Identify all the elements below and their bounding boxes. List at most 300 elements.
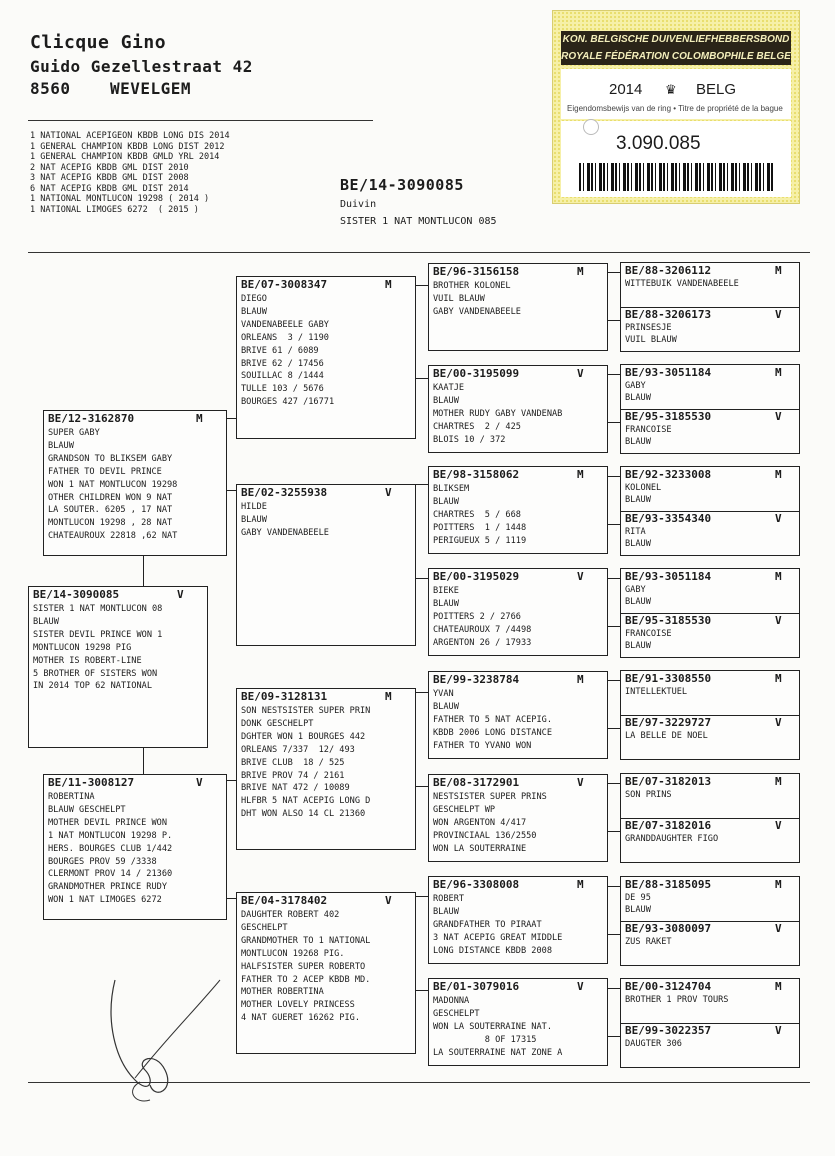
detail-line: FATHER TO YVANO WON [433,740,532,751]
pigeon-pair-card [620,773,800,863]
certificate-year-panel [561,69,791,119]
pigeon-card [428,774,608,862]
detail-line: SOUILLAC 8 /1444 [241,371,324,382]
connector-line [143,748,144,774]
pigeon-card [28,586,208,748]
pigeon-details [625,628,672,652]
detail-line: LA SOUTER. 6205 , 17 NAT [48,505,173,516]
ring-number: BE/01-3079016 [433,980,520,993]
connector-line [608,680,620,681]
achievement-line: 1 NATIONAL MONTLUCON 19298 ( 2014 ) [30,194,210,204]
owner-name: Clicque Gino [30,32,167,53]
detail-line: LA SOUTERRAINE NAT ZONE A [433,1047,563,1058]
achievement-line: 1 NATIONAL LIMOGES 6272 ( 2015 ) [30,204,199,215]
pigeon-details [625,584,651,608]
ring-number: BE/09-3128131 [241,690,328,703]
pigeon-details [241,293,334,409]
pigeon-details [625,994,728,1006]
pigeon-details [433,483,526,548]
detail-line: CHATEAUROUX 22818 ,62 NAT [48,531,178,542]
pair-divider [621,1023,799,1024]
ring-number: BE/07-3182016 [625,819,712,832]
pigeon-details [433,382,562,447]
detail-line: BLOIS 10 / 372 [433,434,506,445]
connector-line [416,990,428,991]
subject-note: SISTER 1 NAT MONTLUCON 085 [340,216,497,227]
detail-line: GESCHELPT [241,922,288,933]
sex-marker: M [775,878,782,891]
detail-line: BRIVE PROV 74 / 2161 [241,770,345,781]
detail-line: IN 2014 TOP 62 NATIONAL [33,681,152,692]
pigeon-details [433,791,547,856]
detail-line: ZUS RAKET [625,937,672,947]
ring-number: BE/96-3156158 [433,265,520,278]
pair-divider [621,613,799,614]
pigeon-details [625,789,672,801]
pigeon-card [428,263,608,351]
detail-line: MOTHER ROBERTINA [241,987,324,998]
connector-line [608,728,620,729]
pair-divider [621,921,799,922]
detail-line: FRANCOISE [625,629,672,639]
detail-line: LA BELLE DE NOEL [625,731,708,741]
pigeon-card [428,978,608,1066]
detail-line: 5 BROTHER OF SISTERS WON [33,668,158,679]
ring-number: BE/08-3172901 [433,776,520,789]
barcode [579,163,774,191]
detail-line: BLAUW [433,395,459,406]
certificate-number: 3.090.085 [616,133,701,154]
crown-icon: ♛ [666,79,676,98]
detail-line: BLAUW [625,597,651,607]
pair-divider [621,818,799,819]
connector-line [608,476,620,477]
achievement-line: 3 NAT ACEPIG KBDB GML DIST 2008 [30,173,189,183]
detail-line: MADONNA [433,996,470,1006]
sex-marker: M [775,366,782,379]
sex-marker: V [577,367,584,380]
detail-line: FATHER TO DEVIL PRINCE [48,466,162,477]
pigeon-card [428,671,608,759]
achievements-list [30,131,230,215]
sex-marker: V [775,614,782,627]
sex-marker: M [385,690,392,703]
pigeon-details [48,427,177,543]
detail-line: GESCHELPT [433,1008,480,1019]
ring-number: BE/88-3206112 [625,264,712,277]
connector-line [227,898,236,899]
sex-marker: V [385,486,392,499]
pigeon-details [625,892,651,916]
detail-line: POITTERS 1 / 1448 [433,522,527,533]
detail-line: BLAUW [241,514,267,525]
detail-line: BRIVE NAT 472 / 10089 [241,783,350,794]
detail-line: 4 NAT GUERET 16262 PIG. [241,1013,360,1024]
pigeon-details [48,791,172,907]
detail-line: BLAUW [433,598,459,609]
detail-line: LONG DISTANCE KBDB 2008 [433,945,552,956]
ring-number: BE/91-3308550 [625,672,712,685]
detail-line: BOURGES PROV 59 /3338 [48,856,157,867]
detail-line: WON LA SOUTERRAINE [433,843,527,854]
detail-line: MOTHER IS ROBERT-LINE [33,655,142,666]
ring-number: BE/00-3195029 [433,570,520,583]
ring-number: BE/95-3185530 [625,614,712,627]
sex-marker: V [775,410,782,423]
detail-line: GABY [625,381,646,391]
ring-certificate [552,10,800,204]
detail-line: GESCHELPT WP [433,804,496,815]
pigeon-pair-card [620,876,800,966]
sex-marker: V [577,776,584,789]
detail-line: BLAUW [433,496,459,507]
connector-line [227,418,236,419]
detail-line: PERIGUEUX 5 / 1119 [433,535,527,546]
connector-line [143,556,144,586]
detail-line: BLAUW [625,539,651,549]
ring-number: BE/93-3080097 [625,922,712,935]
ring-number: BE/99-3022357 [625,1024,712,1037]
pigeon-card [43,410,227,556]
detail-line: HLFBR 5 NAT ACEPIG LONG D [241,796,371,807]
pigeon-details [625,278,739,290]
pigeon-details [433,893,562,958]
detail-line: WON 1 NAT MONTLUCON 19298 [48,479,178,490]
certificate-org-flemish: KON. BELGISCHE DUIVENLIEFHEBBERSBOND [561,31,791,48]
ring-number: BE/88-3206173 [625,308,712,321]
header-rule [28,120,373,121]
detail-line: VUIL BLAUW [625,335,677,345]
pigeon-card [236,892,416,1054]
sex-marker: M [577,265,584,278]
ring-number: BE/97-3229727 [625,716,712,729]
sex-marker: V [385,894,392,907]
pair-divider [621,307,799,308]
achievement-line: 6 NAT ACEPIG KBDB GML DIST 2014 [30,183,189,194]
pigeon-details [625,936,672,948]
detail-line: DAUGTER 306 [625,1039,682,1049]
ring-number: BE/07-3182013 [625,775,712,788]
detail-line: GABY VANDENABEELE [433,306,521,317]
pigeon-details [625,380,651,404]
pigeon-pair-card [620,364,800,454]
sex-marker: M [775,264,782,277]
ring-number: BE/99-3238784 [433,673,520,686]
subject-ring: BE/14-3090085 [340,176,464,194]
connector-line [608,578,620,579]
ring-number: BE/07-3008347 [241,278,328,291]
detail-line: BLAUW [433,906,459,917]
detail-line: BRIVE CLUB 18 / 525 [241,757,345,768]
detail-line: BLAUW [625,437,651,447]
pigeon-details [433,995,562,1060]
connector-line [608,374,620,375]
owner-city: WEVELGEM [110,79,192,98]
detail-line: MONTLUCON 19298 , 28 NAT [48,518,173,529]
achievement-line: 2 NAT ACEPIG KBDB GML DIST 2010 [30,162,189,173]
detail-line: GABY [625,585,646,595]
owner-postcode: 8560 [30,79,71,98]
connector-line [608,783,620,784]
detail-line: 1 NAT MONTLUCON 19298 P. [48,830,173,841]
pigeon-card [428,568,608,656]
detail-line: BLAUW [241,306,267,317]
ring-number: BE/00-3195099 [433,367,520,380]
detail-line: BRIVE 62 / 17456 [241,358,324,369]
pigeon-card [428,365,608,453]
detail-line: SISTER DEVIL PRINCE WON 1 [33,629,163,640]
pigeon-details [625,686,687,698]
ring-number: BE/95-3185530 [625,410,712,423]
detail-line: BLAUW [625,393,651,403]
pigeon-details [625,482,661,506]
detail-line: CHATEAUROUX 7 /4498 [433,624,532,635]
connector-line [227,490,236,491]
sex-marker: M [577,878,584,891]
connector-line [608,422,620,423]
ring-number: BE/92-3233008 [625,468,712,481]
detail-line: 3 NAT ACEPIG GREAT MIDDLE [433,932,563,943]
detail-line: ORLEANS 3 / 1190 [241,332,329,343]
connector-line [608,831,620,832]
certificate-country: BELG [696,81,737,98]
detail-line: BLAUW [625,641,651,651]
connector-line [416,786,428,787]
ring-number: BE/14-3090085 [33,588,120,601]
detail-line: MOTHER DEVIL PRINCE WON [48,817,167,828]
ring-number: BE/02-3255938 [241,486,328,499]
pigeon-pair-card [620,466,800,556]
detail-line: SON PRINS [625,790,672,800]
detail-line: BLIKSEM [433,484,470,494]
detail-line: MONTLUCON 19268 PIG. [241,948,345,959]
detail-line: MOTHER RUDY GABY VANDENAB [433,408,563,419]
pigeon-details [433,585,531,650]
certificate-org-french: ROYALE FÉDÉRATION COLOMBOPHILE BELGE [561,48,791,65]
connector-line [416,896,428,897]
certificate-caption: Eigendomsbewijs van de ring • Titre de propriété de la bague [567,104,783,113]
ring-number: BE/96-3308008 [433,878,520,891]
connector-line [416,484,428,485]
detail-line: BLAUW GESCHELPT [48,804,126,815]
connector-line [608,320,620,321]
pigeon-card [43,774,227,920]
sex-marker: V [177,588,184,601]
connector-line [608,886,620,887]
connector-line [608,988,620,989]
pigeon-pair-card [620,568,800,658]
detail-line: GRANDFATHER TO PIRAAT [433,919,542,930]
connector-line [227,780,236,781]
sex-marker: M [775,468,782,481]
pigeon-details [625,1038,682,1050]
detail-line: ARGENTON 26 / 17933 [433,637,532,648]
detail-line: BOURGES 427 /16771 [241,397,335,408]
sex-marker: M [775,775,782,788]
sex-marker: V [775,1024,782,1037]
detail-line: POITTERS 2 / 2766 [433,611,521,622]
pigeon-details [241,501,329,540]
pigeon-pair-card [620,670,800,760]
certificate-year: 2014 [609,81,643,98]
detail-line: WITTEBUIK VANDENABEELE [625,279,739,289]
pigeon-details [625,833,718,845]
sex-marker: M [577,673,584,686]
detail-line: WON ARGENTON 4/417 [433,817,527,828]
detail-line: BLAUW [33,616,59,627]
connector-line [416,285,428,286]
detail-line: SISTER 1 NAT MONTLUCON 08 [33,604,163,614]
pigeon-card [428,466,608,554]
detail-line: GRANDSON TO BLIKSEM GABY [48,453,173,464]
detail-line: VUIL BLAUW [433,293,485,304]
connector-line [608,934,620,935]
connector-line [416,578,428,579]
sex-marker: M [775,570,782,583]
sex-marker: V [775,819,782,832]
detail-line: GRANDMOTHER TO 1 NATIONAL [241,935,371,946]
sex-marker: M [577,468,584,481]
connector-line [608,524,620,525]
ring-number: BE/98-3158062 [433,468,520,481]
detail-line: HERS. BOURGES CLUB 1/442 [48,843,173,854]
pigeon-details [33,603,162,693]
detail-line: SUPER GABY [48,428,100,438]
detail-line: NESTSISTER SUPER PRINS [433,792,547,802]
detail-line: KBDB 2006 LONG DISTANCE [433,727,552,738]
detail-line: WON LA SOUTERRAINE NAT. [433,1021,552,1032]
pigeon-card [428,876,608,964]
achievement-line: 1 GENERAL CHAMPION KBDB GMLD YRL 2014 [30,152,220,162]
pigeon-pair-card [620,262,800,352]
pigeon-details [625,730,708,742]
sex-marker: V [775,922,782,935]
signature-drawing [95,960,235,1110]
pigeon-pair-card [620,978,800,1068]
detail-line: HALFSISTER SUPER ROBERTO [241,961,366,972]
sex-marker: M [775,672,782,685]
pigeon-card [236,688,416,850]
detail-line: 8 OF 17315 [433,1034,537,1045]
detail-line: CHARTRES 5 / 668 [433,509,521,520]
detail-line: ROBERTINA [48,792,95,802]
detail-line: BRIVE 61 / 6089 [241,345,319,356]
ring-number: BE/12-3162870 [48,412,135,425]
detail-line: BLAUW [625,905,651,915]
detail-line: BLAUW [48,440,74,451]
pigeon-details [625,322,677,346]
detail-line: DAUGHTER ROBERT 402 [241,910,340,920]
detail-line: GABY VANDENABEELE [241,527,329,538]
detail-line: TULLE 103 / 5676 [241,384,324,395]
detail-line: YVAN [433,689,454,699]
detail-line: DE 95 [625,893,651,903]
detail-line: DGHTER WON 1 BOURGES 442 [241,731,366,742]
pigeon-details [241,909,370,1025]
detail-line: BROTHER 1 PROV TOURS [625,995,729,1005]
detail-line: MONTLUCON 19298 PIG [33,642,132,653]
ring-number: BE/11-3008127 [48,776,135,789]
connector-line [608,1036,620,1037]
sex-marker: M [775,980,782,993]
detail-line: DHT WON ALSO 14 CL 21360 [241,809,366,820]
connector-line [608,626,620,627]
detail-line: CHARTRES 2 / 425 [433,421,521,432]
detail-line: INTELLEKTUEL [625,687,688,697]
detail-line: DONK GESCHELPT [241,718,314,729]
sex-marker: V [775,512,782,525]
detail-line: SON NESTSISTER SUPER PRIN [241,706,371,716]
detail-line: ROBERT [433,894,465,904]
ring-number: BE/93-3354340 [625,512,712,525]
sex-marker: V [775,716,782,729]
detail-line: ORLEANS 7/337 12/ 493 [241,744,355,755]
connector-line [608,272,620,273]
detail-line: FATHER TO 2 ACEP KBDB MD. [241,974,371,985]
sex-marker: V [577,980,584,993]
detail-line: KAATJE [433,383,465,393]
punch-hole [583,119,599,135]
pedigree-top-rule [28,252,810,253]
detail-line: KOLONEL [625,483,662,493]
detail-line: PROVINCIAAL 136/2550 [433,830,537,841]
detail-line: BLAUW [433,701,459,712]
detail-line: HILDE [241,502,267,512]
pigeon-details [433,688,552,753]
detail-line: BIEKE [433,586,459,596]
pigeon-details [241,705,370,821]
detail-line: CLERMONT PROV 14 / 21360 [48,869,173,880]
ring-number: BE/04-3178402 [241,894,328,907]
pigeon-details [625,526,651,550]
pair-divider [621,715,799,716]
pigeon-card [236,484,416,646]
detail-line: OTHER CHILDREN WON 9 NAT [48,492,173,503]
detail-line: BROTHER KOLONEL [433,281,511,291]
pigeon-details [433,280,521,319]
pair-divider [621,409,799,410]
sex-marker: V [775,308,782,321]
detail-line: WON 1 NAT LIMOGES 6272 [48,895,162,906]
detail-line: PRINSESJE [625,323,672,333]
pair-divider [621,511,799,512]
achievement-line: 1 NATIONAL ACEPIGEON KBDB LONG DIS 2014 [30,131,230,141]
connector-line [416,692,428,693]
ring-number: BE/93-3051184 [625,570,712,583]
detail-line: MOTHER LOVELY PRINCESS [241,1000,355,1011]
achievement-line: 1 GENERAL CHAMPION KBDB LONG DIST 2012 [30,141,225,152]
sex-marker: M [385,278,392,291]
subject-sex: Duivin [340,199,377,210]
connector-line [416,378,428,379]
detail-line: BLAUW [625,495,651,505]
pigeon-card [236,276,416,439]
detail-line: FRANCOISE [625,425,672,435]
detail-line: DIEGO [241,294,267,304]
detail-line: GRANDDAUGHTER FIGO [625,834,719,844]
sex-marker: V [196,776,203,789]
detail-line: RITA [625,527,646,537]
detail-line: GRANDMOTHER PRINCE RUDY [48,882,167,893]
sex-marker: M [196,412,203,425]
ring-number: BE/88-3185095 [625,878,712,891]
sex-marker: V [577,570,584,583]
detail-line: FATHER TO 5 NAT ACEPIG. [433,714,552,725]
ring-number: BE/00-3124704 [625,980,712,993]
owner-street: Guido Gezellestraat 42 [30,57,253,76]
detail-line: VANDENABEELE GABY [241,319,329,330]
pigeon-details [625,424,672,448]
